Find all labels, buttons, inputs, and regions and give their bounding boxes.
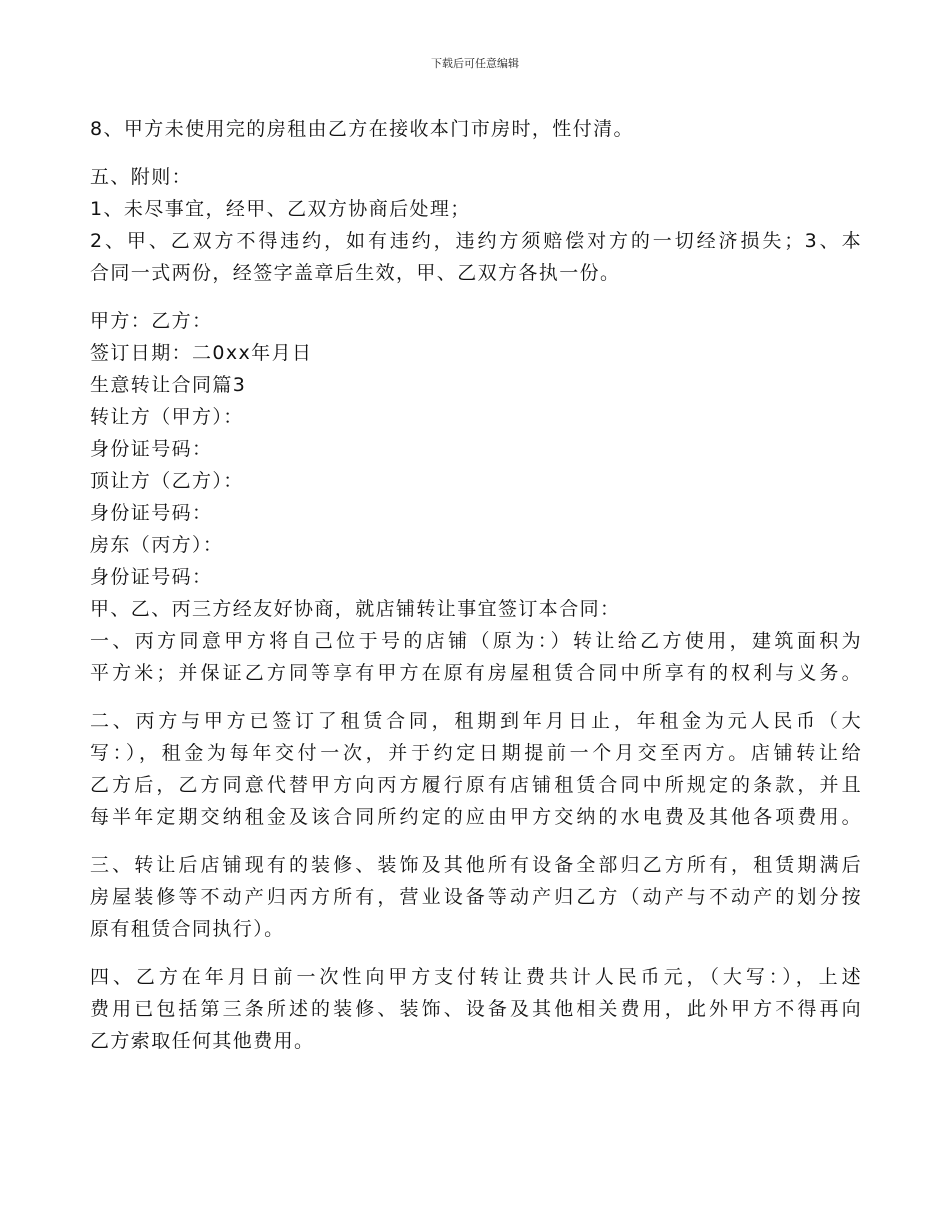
text-line: 房东（丙方）：: [90, 534, 224, 556]
text-line: 一、丙方同意甲方将自己位于号的店铺（原为：）转让给乙方使用，建筑面积为: [90, 630, 862, 652]
text-line: 二、丙方与甲方已签订了租赁合同，租期到年月日止，年租金为元人民币（大: [90, 710, 862, 732]
text-line: 合同一式两份，经签字盖章后生效，甲、乙双方各执一份。: [90, 262, 621, 284]
text-line: 1、未尽事宜，经甲、乙双方协商后处理；: [90, 198, 471, 220]
text-line: 原有租赁合同执行）。: [90, 918, 285, 940]
text-line: 顶让方（乙方）：: [90, 470, 244, 492]
text-line: 身份证号码：: [90, 566, 213, 588]
text-line: 乙方后，乙方同意代替甲方向丙方履行原有店铺租赁合同中所规定的条款，并且: [90, 774, 862, 796]
text-line: 三、转让后店铺现有的装修、装饰及其他所有设备全部归乙方所有，租赁期满后: [90, 854, 862, 876]
text-line: 每半年定期交纳租金及该合同所约定的应由甲方交纳的水电费及其他各项费用。: [90, 806, 862, 828]
document-body: [90, 113, 862, 1057]
text-line: 房屋装修等不动产归丙方所有，营业设备等动产归乙方（动产与不动产的划分按: [90, 886, 862, 908]
text-line: 甲方：乙方：: [90, 310, 213, 332]
text-line: 转让方（甲方）：: [90, 406, 244, 428]
text-line: 甲、乙、丙三方经友好协商，就店铺转让事宜签订本合同：: [90, 598, 621, 620]
page-header: 下载后可任意编辑: [431, 57, 519, 70]
text-line: 8、甲方未使用完的房租由乙方在接收本门市房时，性付清。: [90, 118, 634, 140]
text-line: 平方米；并保证乙方同等享有甲方在原有房屋租赁合同中所享有的权利与义务。: [90, 662, 862, 684]
text-line: 写：），租金为每年交付一次，并于约定日期提前一个月交至丙方。店铺转让给: [90, 742, 862, 764]
text-line: 四、乙方在年月日前一次性向甲方支付转让费共计人民币元，（大写：），上述: [90, 966, 862, 988]
text-line: 生意转让合同篇3: [90, 374, 247, 396]
text-line: 签订日期：二0xx年月日: [90, 342, 313, 364]
text-line: 五、附则：: [90, 166, 193, 188]
text-line: 2、甲、乙双方不得违约，如有违约，违约方须赔偿对方的一切经济损失；3、本: [90, 230, 862, 252]
text-line: 乙方索取任何其他费用。: [90, 1030, 315, 1052]
text-line: 身份证号码：: [90, 438, 213, 460]
text-line: 费用已包括第三条所述的装修、装饰、设备及其他相关费用，此外甲方不得再向: [90, 998, 862, 1020]
text-line: 身份证号码：: [90, 502, 213, 524]
